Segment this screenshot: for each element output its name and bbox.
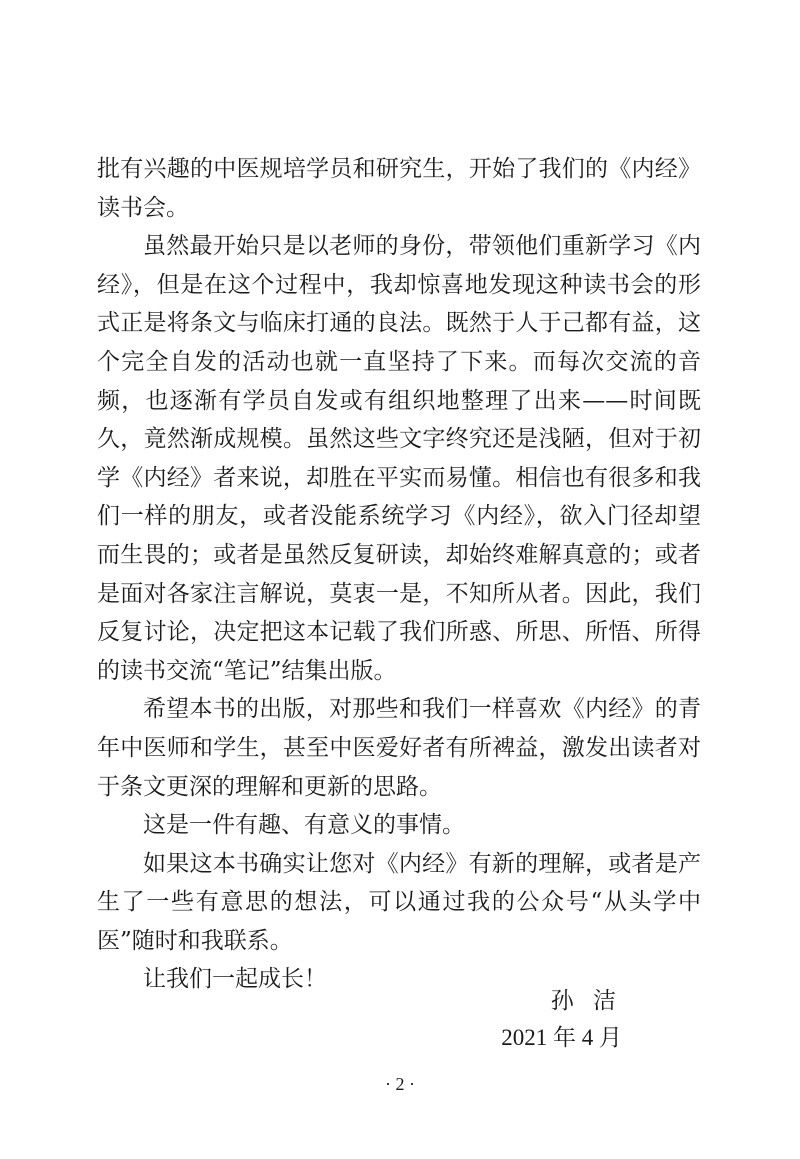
paragraph-contact: 如果这本书确实让您对《内经》有新的理解，或者是产生了一些有意思的想法，可以通过我的公众号“从头学中医”随时和我联系。: [97, 850, 701, 954]
paragraph-meaningful: 这是一件有趣、有意义的事情。: [143, 812, 465, 839]
signature-date: 2021 年 4 月: [501, 1025, 622, 1050]
page-number: · 2 ·: [385, 1074, 415, 1094]
paragraph-grow-together: 让我们一起成长！: [143, 966, 327, 993]
body-text: [97, 150, 701, 999]
paragraph-continuation: 批有兴趣的中医规培学员和研究生，开始了我们的《内经》读书会。: [97, 156, 701, 221]
paragraph-hope: 希望本书的出版，对那些和我们一样喜欢《内经》的青年中医师和学生，甚至中医爱好者有所裨益，激发出读者对于条文更深的理解和更新的思路。: [97, 696, 701, 800]
paragraph-reading-club: 虽然最开始只是以老师的身份，带领他们重新学习《内经》，但是在这个过程中，我却惊喜地发现这种读书会的形式正是将条文与临床打通的良法。既然于人于己都有益，这个完全自发的活动也就一直坚持了下来。而每次交流的音频，也逐渐有学员自发或有组织地整理了出来——时间既久，竟然渐成规模。虽然这些文字终究还是浅陋，但对于初学《内经》者来说，却胜在平实而易懂。相信也有很多和我们一样的朋友，或者没能系统学习《内经》，欲入门径却望而生畏的；或者是虽然反复研读，却始终难解真意的；或者是面对各家注言解说，莫衷一是，不知所从者。因此，我们反复讨论，决定把这本记载了我们所惑、所思、所悟、所得的读书交流“笔记”结集出版。: [97, 233, 701, 684]
author-signature: 孙 洁: [550, 988, 622, 1014]
